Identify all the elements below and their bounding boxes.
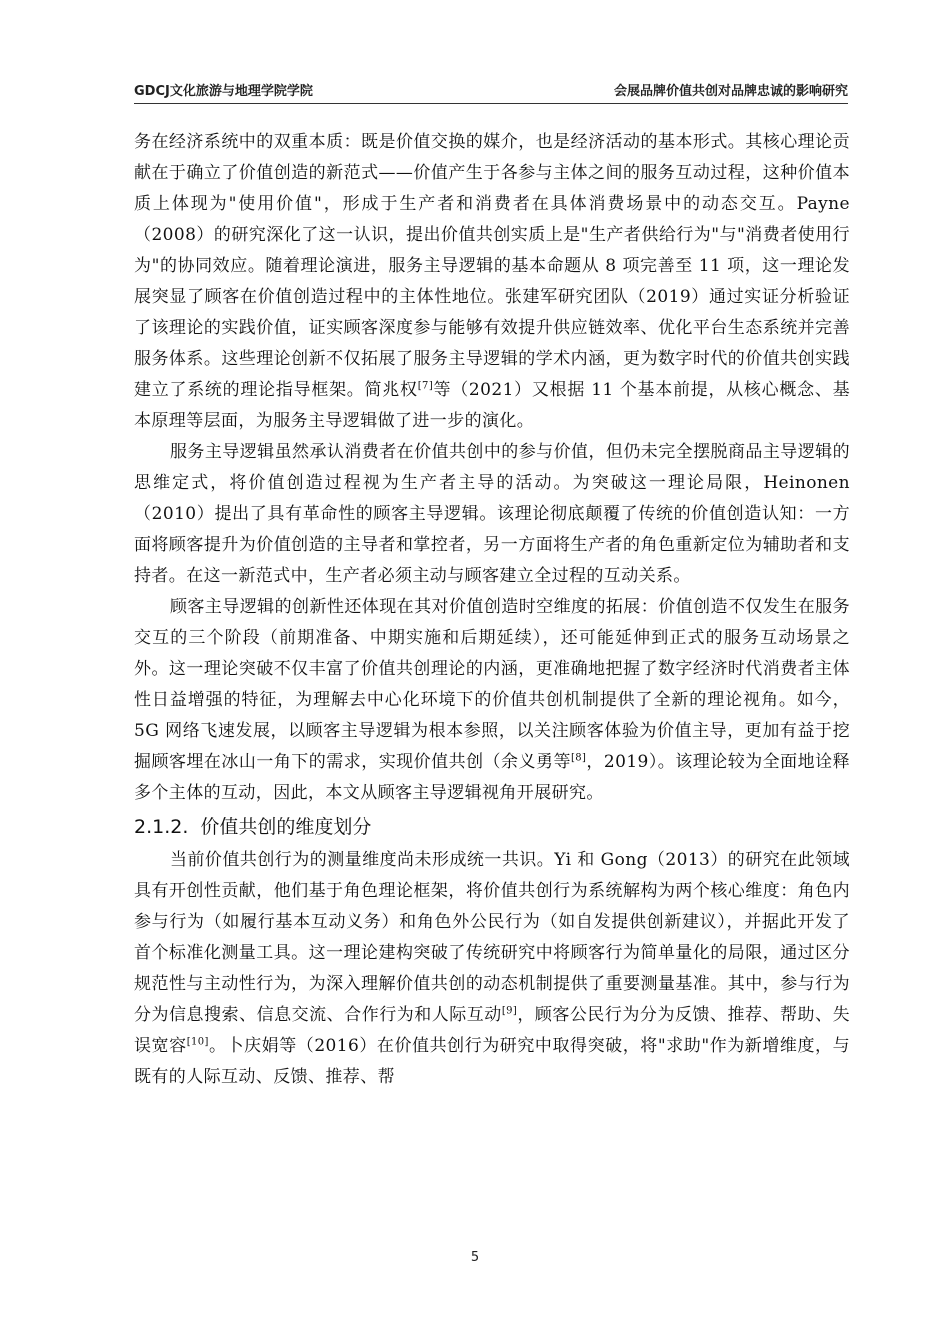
- paragraph-text: 务在经济系统中的双重本质：既是价值交换的媒介，也是经济活动的基本形式。其核心理论贡献在于确立了价值创造的新范式——价值产生于各参与主体之间的服务互动过程，这种价值本质上体现为"使用价值"，形成于生产者和消费者在具体消费场景中的动态交互。Payne（2008）的研究深化了这一认识，提出价值共创实质上是"生产者供给行为"与"消费者使用行为"的协同效应。随着理论演进，服务主导逻辑的基本命题从 8 项完善至 11 项，这一理论发展突显了顾客在价值创造过程中的主体性地位。张建军研究团队（2019）通过实证分析验证了该理论的实践价值，证实顾客深度参与能够有效提升供应链效率、优化平台生态系统并完善服务体系。这些理论创新不仅拓展了服务主导逻辑的学术内涵，更为数字时代的价值共创实践建立了系统的理论指导框架。简兆权: [134, 132, 850, 400]
- header-institution: GDCJ文化旅游与地理学院学院: [134, 84, 313, 99]
- paragraph-customer-dominant-logic: 服务主导逻辑虽然承认消费者在价值共创中的参与价值，但仍未完全摆脱商品主导逻辑的思维定式，将价值创造过程视为生产者主导的活动。为突破这一理论局限，Heinonen（2010）提出了具有革命性的顾客主导逻辑。该理论彻底颠覆了传统的价值创造认知：一方面将顾客提升为价值创造的主导者和掌控者，另一方面将生产者的角色重新定位为辅助者和支持者。在这一新范式中，生产者必须主动与顾客建立全过程的互动关系。: [134, 442, 850, 586]
- paragraph-text: 等（2021）又根据 11 个基本前提，从核心概念、基本原理等层面，为服务主导逻辑做了进一步的演化。: [134, 380, 850, 431]
- paragraph-text: ，2019）。该理论较为全面地诠释多个主体的互动，因此，本文从顾客主导逻辑视角开展研究。: [134, 752, 850, 803]
- header-divider: [134, 103, 848, 104]
- citation-ref-9: [9]: [501, 1005, 518, 1017]
- page-number: 5: [470, 1250, 480, 1265]
- section-number: 2.1.2.: [134, 816, 189, 838]
- page-body: [134, 127, 850, 1093]
- paragraph-text: 。卜庆娟等（2016）在价值共创行为研究中取得突破，将"求助"作为新增维度，与既有的人际互动、反馈、推荐、帮: [134, 1036, 850, 1087]
- section-title: 价值共创的维度划分: [200, 816, 372, 838]
- section-heading: [134, 809, 850, 845]
- paragraph-spatiotemporal-extension: [134, 592, 850, 809]
- citation-ref-8: [8]: [570, 752, 587, 764]
- header-thesis-title: 会展品牌价值共创对品牌忠诚的影响研究: [613, 84, 848, 99]
- paragraph-text: 当前价值共创行为的测量维度尚未形成统一共识。Yi 和 Gong（2013）的研究在此领域具有开创性贡献，他们基于角色理论框架，将价值共创行为系统解构为两个核心维度：角色内参与行为（如履行基本互动义务）和角色外公民行为（如自发提供创新建议），并据此开发了首个标准化测量工具。这一理论建构突破了传统研究中将顾客行为简单量化的局限，通过区分规范性与主动性行为，为深入理解价值共创的动态机制提供了重要测量基准。其中，参与行为分为信息搜索、信息交流、合作行为和人际互动: [134, 850, 850, 1025]
- paragraph-text: ，顾客公民行为分为反馈、推荐、帮助、失误宽容: [134, 1005, 850, 1056]
- paragraph-continued: [134, 127, 850, 437]
- citation-ref-10: [10]: [186, 1036, 209, 1048]
- citation-ref-7: [7]: [417, 380, 434, 392]
- page-header: [134, 78, 848, 100]
- paragraph-text: 顾客主导逻辑的创新性还体现在其对价值创造时空维度的拓展：价值创造不仅发生在服务交互的三个阶段（前期准备、中期实施和后期延续），还可能延伸到正式的服务互动场景之外。这一理论突破不仅丰富了价值共创理论的内涵，更准确地把握了数字经济时代消费者主体性日益增强的特征，为理解去中心化环境下的价值共创机制提供了全新的理论视角。如今，5G 网络飞速发展，以顾客主导逻辑为根本参照，以关注顾客体验为价值主导，更加有益于挖掘顾客埋在冰山一角下的需求，实现价值共创（余义勇等: [134, 597, 850, 772]
- paragraph-dimension-measurement: [134, 845, 850, 1093]
